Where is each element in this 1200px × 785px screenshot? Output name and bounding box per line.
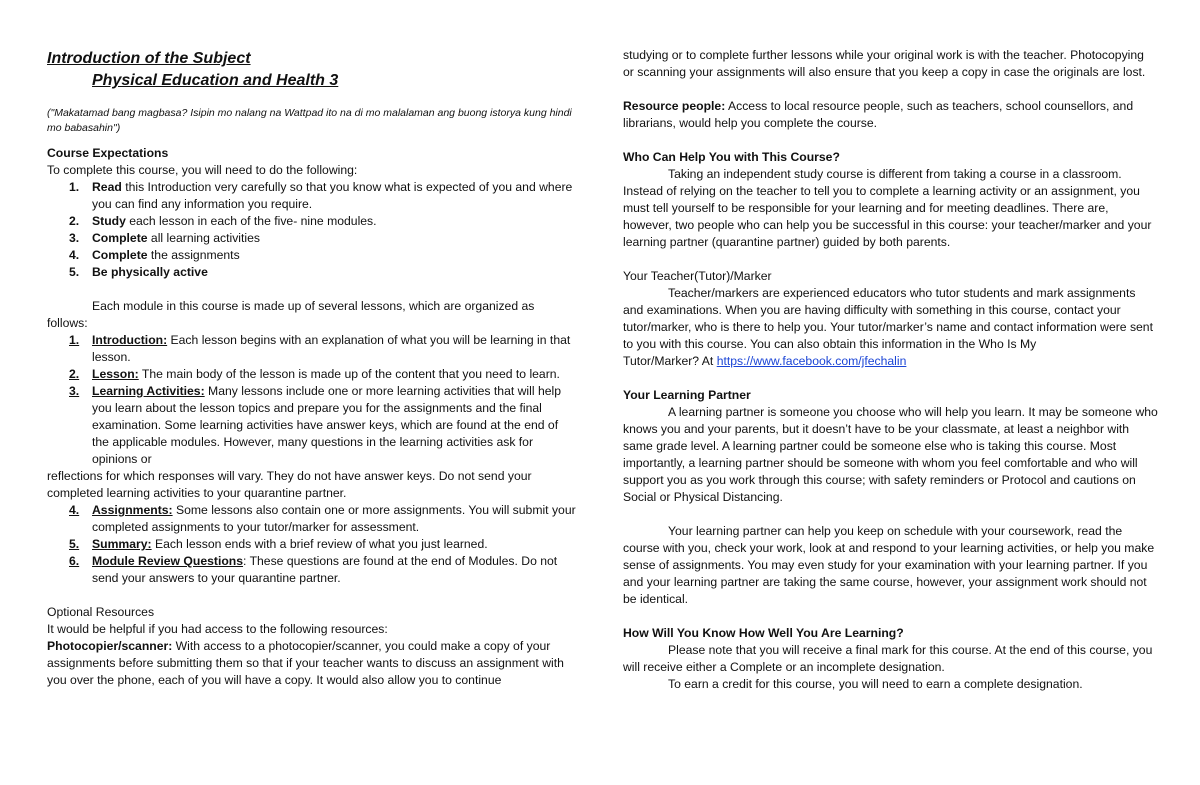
expectations-intro: To complete this course, you will need to do the following: xyxy=(47,163,358,177)
expectations-list xyxy=(47,179,577,281)
motivational-quote: ("Makatamad bang magbasa? Isipin mo nalang na Wattpad ito na di mo malalaman ang buong istorya kung hindi mo babasahin") xyxy=(47,107,572,134)
lesson-parts-list xyxy=(47,332,577,468)
learning-paragraph-2: To earn a credit for this course, you will need to earn a complete designation. xyxy=(668,677,1083,691)
help-heading: Who Can Help You with This Course? xyxy=(623,150,840,164)
list-item: 2. Lesson: The main body of the lesson is made up of the content that you need to learn. xyxy=(69,367,560,381)
optional-resources-heading: Optional Resources xyxy=(47,605,155,619)
lesson-parts-list-2 xyxy=(47,502,577,587)
optional-resources-intro: It would be helpful if you had access to the following resources: xyxy=(47,622,388,636)
list-item: 1. Read this Introduction very carefully so that you know what is expected of you and where you can find any information you require. xyxy=(69,180,573,211)
modules-intro: Each module in this course is made up of several lessons, which are organized as follows: xyxy=(47,299,535,330)
list-item: 4. Complete the assignments xyxy=(69,248,240,262)
left-column xyxy=(47,48,577,689)
resource-people-paragraph: Resource people: Access to local resource people, such as teachers, school counsellors, and librarians, would help you complete the course. xyxy=(623,99,1134,130)
teacher-link-line: Tutor/Marker? At https://www.facebook.com/jfechalin xyxy=(623,354,907,368)
photocopier-paragraph: Photocopier/scanner: With access to a photocopier/scanner, you could make a copy of your assignments before submitting them so that if your teacher wants to discuss an assignment with you over the phone, each of you will have a copy. It would also allow you to continue xyxy=(47,639,564,687)
photocopier-continued: studying or to complete further lessons while your original work is with the teacher. Photocopying or scanning your assignments will also ensure that you keep a copy in case the originals are lost. xyxy=(623,48,1146,79)
learning-paragraph: Please note that you will receive a final mark for this course. At the end of this course, you will receive either a Complete or an incomplete designation. xyxy=(623,643,1153,674)
right-column xyxy=(623,47,1158,693)
teacher-heading: Your Teacher(Tutor)/Marker xyxy=(623,269,772,283)
list-item: 3. Complete all learning activities xyxy=(69,231,260,245)
document-title: Introduction of the Subject xyxy=(47,50,251,67)
parts-continued: reflections for which responses will vary. They do not have answer keys. Do not send your completed learning activities to your quarantine partner. xyxy=(47,469,532,500)
partner-paragraph: A learning partner is someone you choose who will help you learn. It may be someone who knows you and your parents, but it doesn’t have to be your classmate, at least a neighbor with same grade level. A learning partner could be someone else who is taking this course. Most importantly, a learning partner should be someone with whom you feel comfortable and who will support you as you work through this course; with safety reminders or Protocol and cautions on Social or Physical Distancing. xyxy=(623,405,1158,504)
list-item: 5. Be physically active xyxy=(69,265,208,279)
list-item: 2. Study each lesson in each of the five- nine modules. xyxy=(69,214,377,228)
expectations-heading: Course Expectations xyxy=(47,146,169,160)
teacher-paragraph: Teacher/markers are experienced educators who tutor students and mark assignments and examinations. When you are having difficulty with something in this course, contact your tutor/marker, who is there to help you. Your tutor/marker’s name and contact information were sent to you with this course. You can also obtain this information in the Who Is My xyxy=(623,286,1153,351)
list-item: 1. Introduction: Each lesson begins with an explanation of what you will be learning in that lesson. xyxy=(69,333,571,364)
learning-heading: How Will You Know How Well You Are Learning? xyxy=(623,626,904,640)
facebook-link[interactable]: https://www.facebook.com/jfechalin xyxy=(716,354,907,368)
list-item: 6. Module Review Questions: These questions are found at the end of Modules. Do not send your answers to your quarantine partner. xyxy=(69,554,558,585)
list-item: 4. Assignments: Some lessons also contain one or more assignments. You will submit your completed assignments to your tutor/marker for assessment. xyxy=(69,503,576,534)
document-subtitle: Physical Education and Health 3 xyxy=(92,72,339,89)
help-paragraph: Taking an independent study course is different from taking a course in a classroom. Instead of relying on the teacher to tell you to complete a learning activity or an assignment, you must tell yourself to be responsible for your learning and for meeting deadlines. There are, however, two people who can help you be successful in this course: your teacher/marker and your learning partner (quarantine partner) guided by both parents. xyxy=(623,167,1152,249)
list-item: 5. Summary: Each lesson ends with a brief review of what you just learned. xyxy=(69,537,488,551)
list-item: 3. Learning Activities: Many lessons include one or more learning activities that will help you learn about the lesson topics and prepare you for the assignments and the final examination. Some learning activities have answer keys, which are found at the end of the applicable modules. However, many questions in the learning activities ask for opinions or xyxy=(69,384,561,466)
partner-paragraph-2: Your learning partner can help you keep on schedule with your coursework, read the course with you, check your work, look at and respond to your learning activities, or help you make sense of assignments. You may even study for your examination with your learning partner. If you and your learning partner are taking the same course, however, your assignment work should not be identical. xyxy=(623,524,1155,606)
partner-heading: Your Learning Partner xyxy=(623,388,751,402)
